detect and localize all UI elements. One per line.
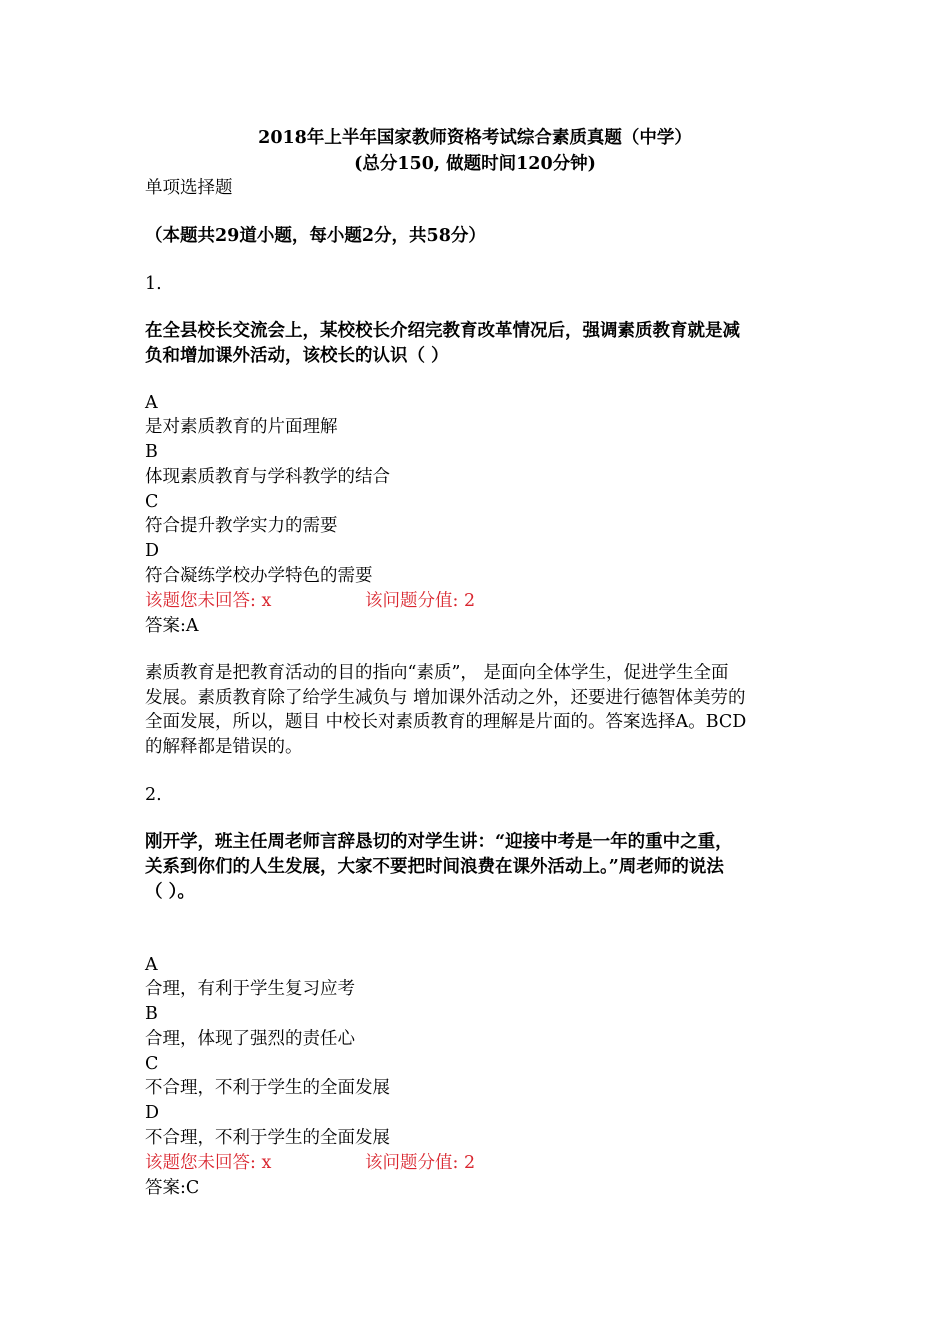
- option-letter: C: [145, 1054, 159, 1074]
- question-number: 2.: [145, 785, 162, 805]
- option-text: 合理，体现了强烈的责任心: [145, 1029, 355, 1049]
- explanation-line: 素质教育是把教育活动的目的指向“素质”， 是面向全体学生，促进学生全面: [145, 663, 729, 683]
- option-text: 不合理，不利于学生的全面发展: [145, 1128, 390, 1148]
- section-name: 单项选择题: [145, 178, 233, 198]
- option-text: 体现素质教育与学科教学的结合: [145, 467, 390, 487]
- option-letter: B: [145, 442, 158, 462]
- explanation-line: 全面发展，所以，题目 中校长对素质教育的理解是片面的。答案选择A。BCD: [145, 712, 747, 732]
- document-title: 2018年上半年国家教师资格考试综合素质真题（中学）: [258, 128, 692, 148]
- answer-status: 该题您未回答: x: [145, 1153, 272, 1173]
- option-text: 符合凝练学校办学特色的需要: [145, 566, 373, 586]
- option-letter: D: [145, 1103, 160, 1123]
- section-note: （本题共29道小题，每小题2分，共58分）: [145, 226, 486, 246]
- option-text: 符合提升教学实力的需要: [145, 516, 338, 536]
- option-text: 是对素质教育的片面理解: [145, 417, 338, 437]
- question-stem-line: 在全县校长交流会上，某校校长介绍完教育改革情况后，强调素质教育就是减: [145, 321, 740, 341]
- option-letter: A: [145, 955, 158, 975]
- option-text: 合理，有利于学生复习应考: [145, 979, 355, 999]
- explanation-line: 发展。素质教育除了给学生减负与 增加课外活动之外，还要进行德智体美劳的: [145, 688, 746, 708]
- document-subtitle: (总分150, 做题时间120分钟): [354, 154, 596, 174]
- option-text: 不合理，不利于学生的全面发展: [145, 1078, 390, 1098]
- question-stem-line: （ ）。: [145, 882, 195, 902]
- explanation-line: 的解释都是错误的。: [145, 737, 303, 757]
- answer-status: 该题您未回答: x: [145, 591, 272, 611]
- question-stem-line: 关系到你们的人生发展，大家不要把时间浪费在课外活动上。”周老师的说法: [145, 857, 724, 877]
- option-letter: D: [145, 541, 160, 561]
- question-number: 1.: [145, 274, 162, 294]
- question-score: 该问题分值: 2: [365, 1153, 476, 1173]
- option-letter: C: [145, 492, 159, 512]
- question-stem-line: 刚开学，班主任周老师言辞恳切的对学生讲：“迎接中考是一年的重中之重，: [145, 832, 733, 852]
- option-letter: B: [145, 1004, 158, 1024]
- question-score: 该问题分值: 2: [365, 591, 476, 611]
- correct-answer: 答案:A: [145, 616, 199, 636]
- question-stem-line: 负和增加课外活动，该校长的认识（ ）: [145, 346, 449, 366]
- correct-answer: 答案:C: [145, 1178, 200, 1198]
- option-letter: A: [145, 393, 158, 413]
